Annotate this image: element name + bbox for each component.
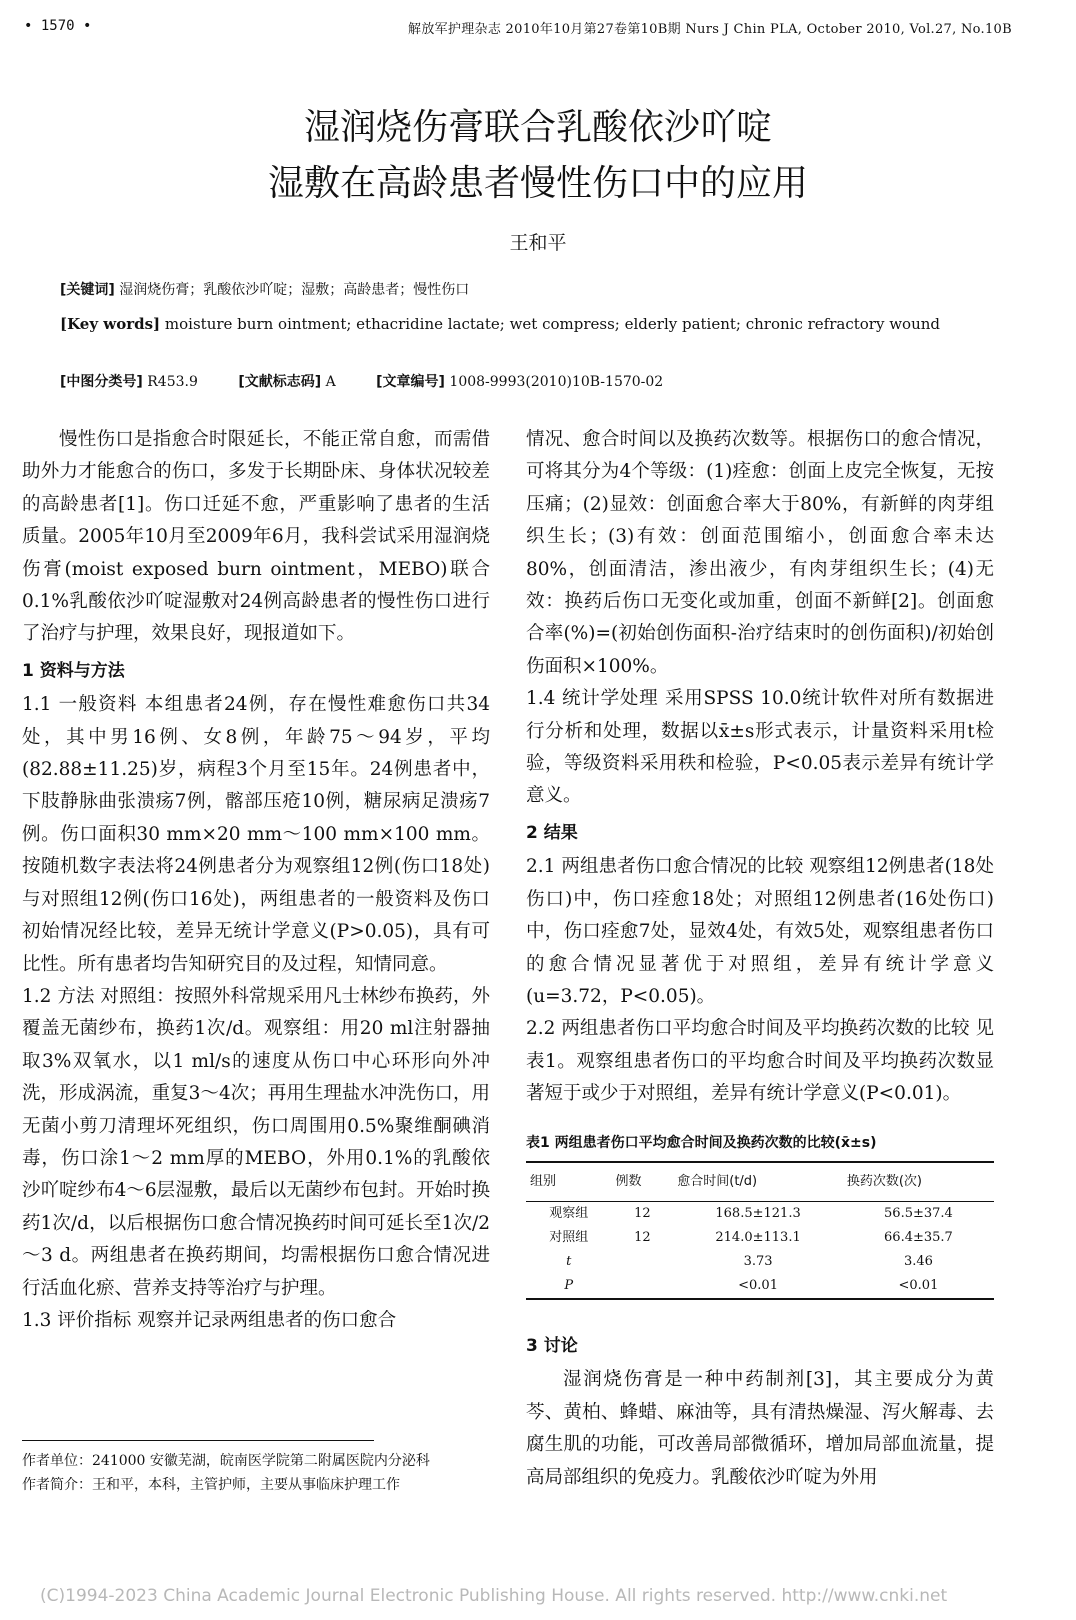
table-cell: 168.5±121.3 [715,1205,801,1221]
intro-paragraph: 慢性伤口是指愈合时限延长，不能正常自愈，而需借助外力才能愈合的伤口，多发于长期卧床、身体状况较差的高龄患者[1]。伤口迁延不愈，严重影响了患者的生活质量。2005年10月至2009年6月，我科尝试采用湿润烧伤膏(moist exposed burn ointment，MEBO)联合0.1%乳酸依沙吖啶湿敷对24例高龄患者的慢性伤口进行了治疗与护理，效果良好，现报道如下。 [22,429,490,645]
subsection-1-2: 1.2 方法 对照组：按照外科常规采用凡士林纱布换药，外覆盖无菌纱布，换药1次/d。观察组：用20 ml注射器抽取3%双氧水，以1 ml/s的速度从伤口中心环形向外冲洗，形成涡流，重复3～4次；再用生理盐水冲洗伤口，用无菌小剪刀清理坏死组织，伤口周围用0.5%聚维酮碘消毒，伤口涂1～2 mm厚的MEBO，外用0.1%的乳酸依沙吖啶纱布4～6层湿敷，最后以无菌纱布包封。开始时换药1次/d，以后根据伤口愈合情况换药时间可延长至1次/2～3 d。两组患者在换药期间，均需根据伤口愈合情况进行活血化瘀、营养支持等治疗与护理。 [22,985,490,1299]
table-row [526,1226,994,1250]
table-cell: 56.5±37.4 [884,1205,953,1221]
table-cell [611,1274,673,1299]
journal-citation: 解放军护理杂志 2010年10月第27卷第10B期 Nurs J Chin PLA, October 2010, Vol.27, No.10B [408,22,1012,37]
clc-value: R453.9 [147,374,198,390]
table-cell [611,1250,673,1274]
keywords-cn [60,276,469,304]
results-table [526,1161,994,1300]
keywords-en-text: moisture burn ointment; ethacridine lactate; wet compress; elderly patient; chronic refractory wound [164,315,941,333]
table-cell: 3.73 [743,1253,773,1269]
section-2-heading: 2 结果 [526,822,578,843]
keywords-cn-label: [关键词] [60,282,115,298]
article-title [0,100,1076,212]
keywords-en [60,310,1000,338]
table-1 [526,1133,994,1300]
table-cell: <0.01 [673,1274,843,1299]
subsection-1-4: 1.4 统计学处理 采用SPSS 10.0统计软件对所有数据进行分析和处理，数据以x̄±s形式表示，计量资料采用t检验，等级资料采用秩和检验，P<0.05表示差异有统计学意义。 [526,688,994,807]
author-name: 王和平 [509,232,567,254]
table-cell: 214.0±113.1 [715,1229,801,1245]
table-row [526,1274,994,1299]
footnote-rule [22,1440,374,1441]
clc-label: [中图分类号] [60,374,143,390]
section-1-heading: 1 资料与方法 [22,660,125,681]
doc-code-label: [文献标志码] [238,374,322,390]
copyright-watermark: (C)1994-2023 China Academic Journal Electronic Publishing House. All rights reserved. http://www.cnki.net [40,1586,948,1606]
author-footnote [22,1440,490,1497]
table-header: 组别 [526,1162,611,1202]
keywords-cn-text: 湿润烧伤膏；乳酸依沙吖啶；湿敷；高龄患者；慢性伤口 [119,282,470,298]
subsection-2-2: 2.2 两组患者伤口平均愈合时间及平均换药次数的比较 见表1。观察组患者伤口的平均愈合时间及平均换药次数显著短于或少于对照组，差异有统计学意义(P<0.01)。 [526,1018,994,1105]
page-number: • 1570 • [24,18,92,34]
table-cell: 对照组 [549,1229,589,1245]
author-bio: 作者简介：王和平，本科，主管护师，主要从事临床护理工作 [22,1477,400,1493]
article-number-label: [文章编号] [376,374,445,390]
right-column [526,424,994,1494]
table-row [526,1201,994,1226]
running-header [0,0,1076,40]
keywords-en-label: [Key words] [60,315,161,333]
table-cell: t [566,1253,572,1269]
author-unit: 作者单位：241000 安徽芜湖，皖南医学院第二附属医院内分泌科 [22,1453,430,1469]
table-header: 换药次数(次) [843,1162,994,1202]
table-cell: <0.01 [843,1274,994,1299]
table-caption: 表1 两组患者伤口平均愈合时间及换药次数的比较(x̄±s) [526,1134,877,1151]
left-column [22,424,490,1337]
title-line-1: 湿润烧伤膏联合乳酸依沙吖啶 [303,107,772,148]
table-cell: 12 [634,1205,651,1221]
subsection-1-1: 1.1 一般资料 本组患者24例，存在慢性难愈伤口共34处，其中男16例、女8例，年龄75～94岁，平均(82.88±11.25)岁，病程3个月至15年。24例患者中，下肢静脉曲张溃疡7例，髂部压疮10例，糖尿病足溃疡7例。伤口面积30 mm×20 mm～100 mm×100 mm。按随机数字表法将24例患者分为观察组12例(伤口18处)与对照组12例(伤口16处)，两组患者的一般资料及伤口初始情况经比较，差异无统计学意义(P>0.05)，具有可比性。所有患者均告知研究目的及过程，知情同意。 [22,694,490,975]
table-header: 愈合时间(t/d) [673,1162,843,1202]
table-cell: 12 [634,1229,651,1245]
table-cell: 66.4±35.7 [884,1229,953,1245]
classification-line [60,368,699,396]
doc-code-value: A [325,374,336,390]
subsection-1-3-cont: 情况、愈合时间以及换药次数等。根据伤口的愈合情况，可将其分为4个等级：(1)痊愈：创面上皮完全恢复，无按压痛；(2)显效：创面愈合率大于80%，有新鲜的肉芽组织生长；(3)有效：创面范围缩小，创面愈合率未达80%，创面清洁，渗出液少，有肉芽组织生长；(4)无效：换药后伤口无变化或加重，创面不新鲜[2]。创面愈合率(%)=(初始创伤面积-治疗结束时的创伤面积)/初始创伤面积×100%。 [526,429,994,677]
subsection-2-1: 2.1 两组患者伤口愈合情况的比较 观察组12例患者(18处伤口)中，伤口痊愈18处；对照组12例患者(16处伤口)中，伤口痊愈7处，显效4处，有效5处，观察组患者伤口的愈合情况显著优于对照组，差异有统计学意义(u=3.72，P<0.05)。 [526,856,994,1007]
table-cell: 3.46 [903,1253,933,1269]
section-3-heading: 3 讨论 [526,1335,578,1356]
article-number-value: 1008-9993(2010)10B-1570-02 [449,374,664,390]
title-line-2: 湿敷在高龄患者慢性伤口中的应用 [267,163,808,204]
table-header: 例数 [611,1162,673,1202]
table-row [526,1250,994,1274]
table-cell: P [526,1274,611,1299]
subsection-1-3-start: 1.3 评价指标 观察并记录两组患者的伤口愈合 [22,1309,397,1331]
discussion-paragraph: 湿润烧伤膏是一种中药制剂[3]，其主要成分为黄芩、黄柏、蜂蜡、麻油等，具有清热燥湿、泻火解毒、去腐生肌的功能，可改善局部微循环，增加局部血流量，提高局部组织的免疫力。乳酸依沙吖啶为外用 [526,1369,994,1488]
table-cell: 观察组 [549,1205,589,1221]
